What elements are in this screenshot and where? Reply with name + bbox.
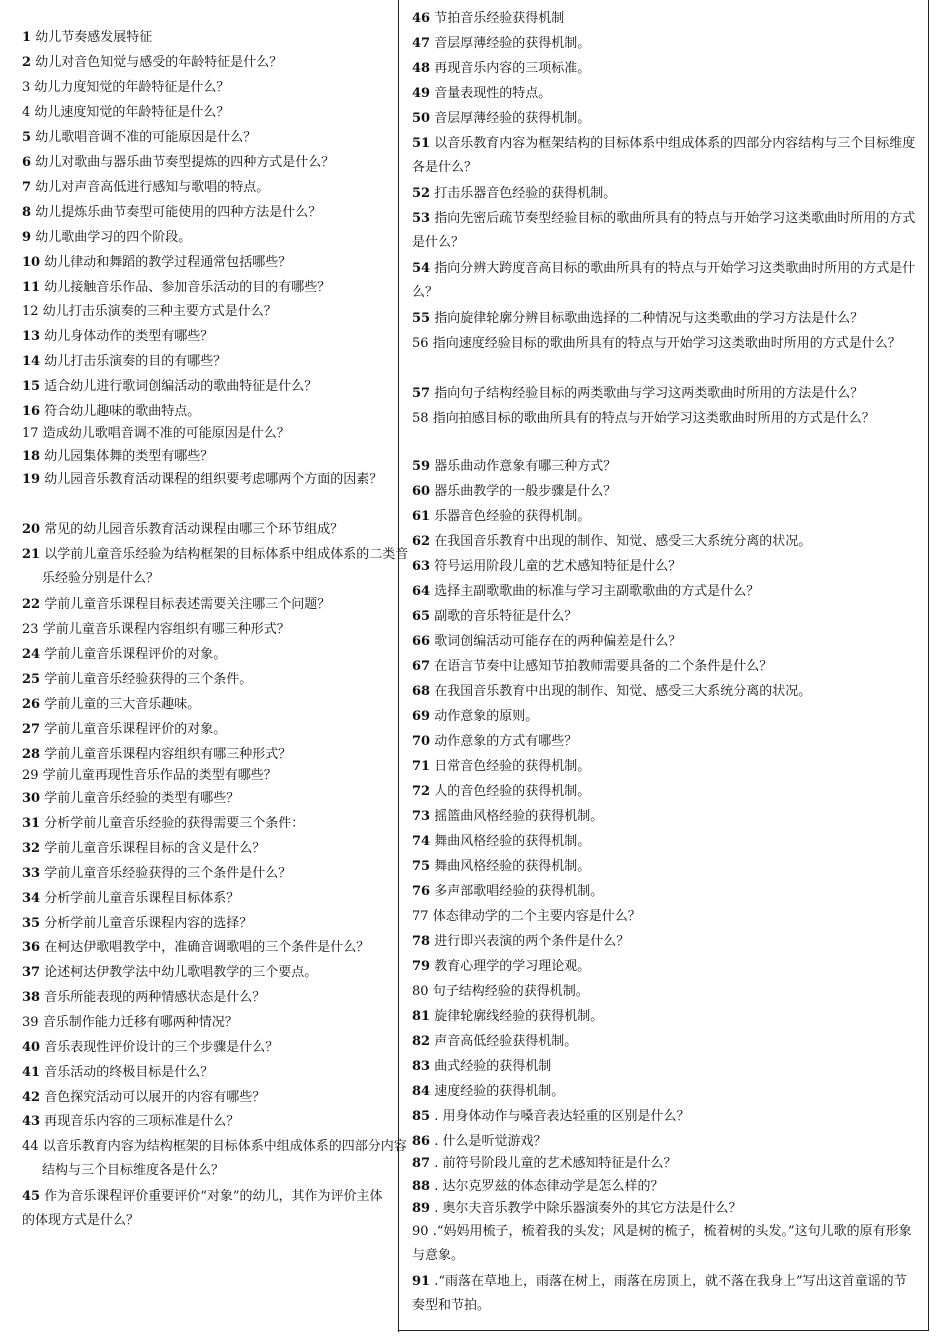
question-text: 音层厚薄经验的获得机制。 (434, 111, 591, 126)
question-number: 29 (22, 768, 39, 783)
question-number: 79 (412, 959, 431, 974)
question-item (412, 382, 916, 406)
question-item (22, 812, 394, 836)
question-number: 9 (22, 230, 32, 245)
question-text: 再现音乐内容的三项标准是什么？ (44, 1114, 240, 1129)
question-text: 音乐活动的终极目标是什么？ (44, 1065, 214, 1080)
question-item (22, 1036, 394, 1060)
question-text: 指向旋律轮廓分辨目标歌曲选择的二种情况与这类歌曲的学习方法是什么？ (434, 311, 864, 326)
question-item (22, 251, 394, 275)
question-number: 28 (22, 747, 41, 762)
question-number: 8 (22, 205, 32, 220)
question-item (22, 350, 394, 374)
question-number: 64 (412, 584, 431, 599)
question-number: 40 (22, 1040, 41, 1055)
question-item (412, 307, 916, 331)
question-number: 14 (22, 354, 41, 369)
question-text: 幼儿园集体舞的类型有哪些？ (44, 449, 214, 464)
question-item (412, 930, 916, 954)
question-item (22, 276, 394, 300)
question-number: 51 (412, 136, 431, 151)
question-number: 76 (412, 884, 431, 899)
question-text: 旋律轮廓线经验的获得机制。 (434, 1009, 604, 1024)
question-item (22, 518, 394, 542)
question-text: 分析学前儿童音乐课程目标体系？ (44, 891, 240, 906)
question-number: 54 (412, 261, 431, 276)
question-text: . 什么是听觉游戏？ (434, 1134, 547, 1149)
question-item (412, 905, 916, 929)
question-item (412, 132, 916, 180)
question-item (22, 375, 394, 399)
question-number: 70 (412, 734, 431, 749)
question-item (22, 201, 394, 225)
question-item (22, 76, 394, 100)
question-text: 句子结构经验的获得机制。 (432, 984, 589, 999)
question-item (412, 332, 916, 356)
question-text: 指向速度经验目标的歌曲所具有的特点与开始学习这类歌曲时所用的方式是什么？ (432, 336, 901, 351)
question-text: 动作意象的方式有哪些？ (434, 734, 578, 749)
question-item (22, 618, 394, 642)
question-text: 论述柯达伊教学法中幼儿歌唱教学的三个要点。 (44, 965, 318, 980)
question-text: .“雨落在草地上，雨落在树上，雨落在房顶上，就不落在我身上”写出这首童谣的节奏型和节拍。 (412, 1274, 907, 1313)
question-number: 90 (412, 1224, 429, 1239)
question-text: 乐器音色经验的获得机制。 (434, 509, 591, 524)
question-item (412, 855, 916, 879)
question-number: 87 (412, 1156, 431, 1171)
question-text: 声音高低经验获得机制。 (434, 1034, 578, 1049)
question-number: 32 (22, 841, 41, 856)
question-item (22, 1011, 394, 1035)
question-item (22, 543, 414, 591)
question-text: 指向分辨大跨度音高目标的歌曲所具有的特点与开始学习这类歌曲时所用的方式是什么？ (412, 261, 916, 300)
question-item (412, 1080, 916, 1104)
question-item (22, 1086, 394, 1110)
question-number: 36 (22, 940, 41, 955)
question-number: 35 (22, 916, 41, 931)
question-text: 指向句子结构经验目标的两类歌曲与学习这两类歌曲时所用的方法是什么？ (434, 386, 864, 401)
question-item (412, 455, 916, 479)
question-text: 速度经验的获得机制。 (434, 1084, 565, 1099)
question-text: 在我国音乐教育中出现的制作、知觉、感受三大系统分离的状况。 (434, 684, 812, 699)
question-text: 学前儿童音乐经验的类型有哪些？ (44, 791, 240, 806)
question-number: 86 (412, 1134, 431, 1149)
question-text: 音乐制作能力迁移有哪两种情况？ (42, 1015, 238, 1030)
question-number: 7 (22, 180, 32, 195)
question-text: 日常音色经验的获得机制。 (434, 759, 591, 774)
question-number: 2 (22, 55, 32, 70)
question-number: 4 (22, 105, 31, 120)
question-text: 幼儿歌唱音调不准的可能原因是什么？ (35, 130, 257, 145)
question-number: 27 (22, 722, 41, 737)
question-text: 体态律动学的二个主要内容是什么？ (432, 909, 641, 924)
question-number: 73 (412, 809, 431, 824)
question-number: 83 (412, 1059, 431, 1074)
question-text: 舞曲风格经验的获得机制。 (434, 859, 591, 874)
question-item (412, 1130, 916, 1154)
question-item (412, 1055, 916, 1079)
question-number: 74 (412, 834, 431, 849)
question-item (22, 764, 394, 788)
question-item (22, 422, 394, 446)
question-item (22, 912, 394, 936)
question-number: 16 (22, 404, 41, 419)
question-text: 幼儿接触音乐作品、参加音乐活动的目的有哪些？ (44, 280, 331, 295)
question-number: 63 (412, 559, 431, 574)
question-number: 19 (22, 472, 41, 487)
question-text: 教育心理学的学习理论观。 (434, 959, 591, 974)
question-text: 幼儿速度知觉的年龄特征是什么？ (34, 105, 230, 120)
question-number: 15 (22, 379, 41, 394)
question-number: 66 (412, 634, 431, 649)
question-number: 55 (412, 311, 431, 326)
question-text: 舞曲风格经验的获得机制。 (434, 834, 591, 849)
question-item (22, 51, 394, 75)
question-number: 13 (22, 329, 41, 344)
question-number: 68 (412, 684, 431, 699)
question-text: 人的音色经验的获得机制。 (434, 784, 591, 799)
question-item (22, 26, 394, 50)
question-number: 21 (22, 547, 41, 562)
question-text: 音量表现性的特点。 (434, 86, 552, 101)
question-item (412, 830, 916, 854)
question-text: 符合幼儿趣味的歌曲特点。 (44, 404, 201, 419)
question-text: 幼儿对音色知觉与感受的年龄特征是什么？ (35, 55, 283, 70)
question-number: 82 (412, 1034, 431, 1049)
question-item (22, 862, 394, 886)
question-number: 45 (22, 1189, 41, 1204)
question-item (412, 1270, 916, 1318)
question-item (22, 445, 394, 469)
question-item (412, 1152, 916, 1176)
question-item (22, 718, 394, 742)
question-text: 指向先密后疏节奏型经验目标的歌曲所具有的特点与开始学习这类歌曲时所用的方式是什么？ (412, 211, 916, 250)
question-number: 58 (412, 411, 429, 426)
question-item (22, 1135, 414, 1183)
question-item (22, 226, 394, 250)
question-item (22, 300, 394, 324)
question-text: 音乐所能表现的两种情感状态是什么？ (44, 990, 266, 1005)
question-text: 指向拍感目标的歌曲所具有的特点与开始学习这类歌曲时所用的方式是什么？ (432, 411, 875, 426)
question-number: 88 (412, 1179, 431, 1194)
question-text: 节拍音乐经验获得机制 (434, 11, 565, 26)
question-item (412, 705, 916, 729)
question-item (412, 82, 916, 106)
question-item (412, 755, 916, 779)
question-text: 以学前儿童音乐经验为结构框架的目标体系中组成体系的二类音乐经验分别是什么？ (42, 547, 409, 586)
question-item (412, 680, 916, 704)
question-number: 25 (22, 672, 41, 687)
question-text: 曲式经验的获得机制 (434, 1059, 552, 1074)
question-item (22, 693, 394, 717)
question-text: 进行即兴表演的两个条件是什么？ (434, 934, 630, 949)
question-text: .“妈妈用梳子，梳着我的头发；风是树的梳子，梳着树的头发。”这句儿歌的原有形象与意象。 (412, 1224, 912, 1263)
question-number: 81 (412, 1009, 431, 1024)
question-number: 80 (412, 984, 429, 999)
question-number: 71 (412, 759, 431, 774)
question-number: 12 (22, 304, 39, 319)
question-number: 20 (22, 522, 41, 537)
question-text: . 前符号阶段儿童的艺术感知特征是什么？ (434, 1156, 677, 1171)
question-item (412, 1005, 916, 1029)
question-text: 学前儿童音乐课程评价的对象。 (44, 722, 227, 737)
question-text: 在柯达伊歌唱教学中，准确音调歌唱的三个条件是什么？ (44, 940, 370, 955)
question-item (22, 787, 394, 811)
question-number: 60 (412, 484, 431, 499)
question-text: 作为音乐课程评价重要评价“对象”的幼儿，其作为评价主体的体现方式是什么？ (22, 1189, 383, 1228)
question-text: 幼儿歌曲学习的四个阶段。 (35, 230, 192, 245)
question-item (412, 32, 916, 56)
question-number: 17 (22, 426, 39, 441)
question-number: 48 (412, 61, 431, 76)
question-item (22, 1110, 394, 1134)
question-item (412, 630, 916, 654)
question-number: 11 (22, 280, 41, 295)
question-text: 学前儿童音乐经验获得的三个条件。 (44, 672, 253, 687)
question-number: 67 (412, 659, 431, 674)
question-text: 分析学前儿童音乐课程内容的选择？ (44, 916, 253, 931)
question-number: 47 (412, 36, 431, 51)
question-item (22, 887, 394, 911)
question-number: 52 (412, 186, 431, 201)
question-text: 学前儿童音乐经验获得的三个条件是什么？ (44, 866, 292, 881)
question-item (22, 668, 394, 692)
question-item (22, 400, 394, 424)
question-number: 42 (22, 1090, 41, 1105)
question-text: 学前儿童音乐课程内容组织有哪三种形式？ (42, 622, 290, 637)
question-number: 49 (412, 86, 431, 101)
question-text: 幼儿园音乐教育活动课程的组织要考虑哪两个方面的因素？ (44, 472, 383, 487)
question-item (412, 1105, 916, 1129)
question-text: 分析学前儿童音乐经验的获得需要三个条件： (44, 816, 305, 831)
question-number: 26 (22, 697, 41, 712)
question-text: 摇篮曲风格经验的获得机制。 (434, 809, 604, 824)
question-text: 幼儿律动和舞蹈的教学过程通常包括哪些？ (44, 255, 292, 270)
question-item (412, 955, 916, 979)
question-item (412, 805, 916, 829)
question-text: 学前儿童音乐课程评价的对象。 (44, 647, 227, 662)
question-text: 副歌的音乐特征是什么？ (434, 609, 578, 624)
question-text: 音乐表现性评价设计的三个步骤是什么？ (44, 1040, 279, 1055)
question-item (412, 207, 916, 255)
question-number: 1 (22, 30, 32, 45)
question-text: 学前儿童音乐课程目标的含义是什么？ (44, 841, 266, 856)
question-number: 44 (22, 1139, 39, 1154)
question-number: 78 (412, 934, 431, 949)
question-text: 器乐曲动作意象有哪三种方式？ (434, 459, 617, 474)
question-item (22, 1061, 394, 1085)
question-item (22, 325, 394, 349)
question-item (22, 961, 394, 985)
question-number: 91 (412, 1274, 431, 1289)
question-text: 再现音乐内容的三项标准。 (434, 61, 591, 76)
question-text: 学前儿童音乐课程目标表述需要关注哪三个问题？ (44, 597, 331, 612)
question-text: 动作意象的原则。 (434, 709, 539, 724)
question-text: 以音乐教育内容为结构框架的目标体系中组成体系的四部分内容结构与三个目标维度各是什么？ (42, 1139, 407, 1178)
question-text: 幼儿对声音高低进行感知与歌唱的特点。 (35, 180, 270, 195)
question-item (22, 126, 394, 150)
question-item (412, 1175, 916, 1199)
question-item (412, 730, 916, 754)
question-number: 56 (412, 336, 429, 351)
question-number: 24 (22, 647, 41, 662)
question-item (22, 151, 394, 175)
question-number: 69 (412, 709, 431, 724)
question-number: 61 (412, 509, 431, 524)
question-number: 75 (412, 859, 431, 874)
question-text: 幼儿力度知觉的年龄特征是什么？ (34, 80, 230, 95)
question-text: 音色探究活动可以展开的内容有哪些？ (44, 1090, 266, 1105)
question-number: 5 (22, 130, 32, 145)
question-number: 89 (412, 1201, 431, 1216)
question-number: 34 (22, 891, 41, 906)
question-text: 在语言节奏中让感知节拍教师需要具备的二个条件是什么？ (434, 659, 773, 674)
question-number: 10 (22, 255, 41, 270)
question-item (412, 880, 916, 904)
question-item (412, 580, 916, 604)
question-text: 幼儿对歌曲与器乐曲节奏型提炼的四种方式是什么？ (35, 155, 335, 170)
question-number: 77 (412, 909, 429, 924)
question-number: 18 (22, 449, 41, 464)
question-text: 多声部歌唱经验的获得机制。 (434, 884, 604, 899)
question-number: 84 (412, 1084, 431, 1099)
question-text: 幼儿打击乐演奏的目的有哪些？ (44, 354, 227, 369)
question-text: 学前儿童再现性音乐作品的类型有哪些？ (42, 768, 277, 783)
question-text: 适合幼儿进行歌词创编活动的歌曲特征是什么？ (44, 379, 318, 394)
question-item (22, 643, 394, 667)
question-number: 46 (412, 11, 431, 26)
question-text: . 达尔克罗兹的体态律动学是怎么样的？ (434, 1179, 664, 1194)
question-number: 38 (22, 990, 41, 1005)
question-item (412, 407, 916, 431)
question-item (412, 1197, 916, 1221)
question-item (412, 780, 916, 804)
question-text: 器乐曲教学的一般步骤是什么？ (434, 484, 617, 499)
question-number: 85 (412, 1109, 431, 1124)
question-number: 31 (22, 816, 41, 831)
question-number: 41 (22, 1065, 41, 1080)
question-text: 幼儿节奏感发展特征 (35, 30, 153, 45)
question-item (22, 468, 414, 492)
question-number: 37 (22, 965, 41, 980)
question-text: 打击乐器音色经验的获得机制。 (434, 186, 617, 201)
question-item (412, 505, 916, 529)
question-item (412, 107, 916, 131)
question-number: 39 (22, 1015, 39, 1030)
question-number: 3 (22, 80, 31, 95)
question-item (412, 555, 916, 579)
question-item (22, 1185, 394, 1233)
question-number: 43 (22, 1114, 41, 1129)
question-item (412, 655, 916, 679)
question-text: 选择主副歌歌曲的标准与学习主副歌歌曲的方式是什么？ (434, 584, 760, 599)
question-text: 符号运用阶段儿童的艺术感知特征是什么？ (434, 559, 682, 574)
question-text: . 用身体动作与嗓音表达轻重的区别是什么？ (434, 1109, 690, 1124)
question-number: 72 (412, 784, 431, 799)
question-item (412, 57, 916, 81)
question-item (22, 837, 394, 861)
question-number: 30 (22, 791, 41, 806)
question-text: 幼儿打击乐演奏的三种主要方式是什么？ (42, 304, 277, 319)
question-number: 57 (412, 386, 431, 401)
question-text: 以音乐教育内容为框架结构的目标体系中组成体系的四部分内容结构与三个目标维度各是什么？ (412, 136, 916, 175)
question-number: 59 (412, 459, 431, 474)
question-item (22, 936, 394, 960)
question-number: 22 (22, 597, 41, 612)
question-text: 幼儿身体动作的类型有哪些？ (44, 329, 214, 344)
question-item (22, 593, 394, 617)
question-item (22, 176, 394, 200)
question-number: 53 (412, 211, 431, 226)
question-text: 学前儿童音乐课程内容组织有哪三种形式？ (44, 747, 292, 762)
question-item (412, 530, 916, 554)
question-text: 常见的幼儿园音乐教育活动课程由哪三个环节组成？ (44, 522, 344, 537)
question-text: 造成幼儿歌唱音调不准的可能原因是什么？ (42, 426, 290, 441)
question-number: 50 (412, 111, 431, 126)
question-text: 音层厚薄经验的获得机制。 (434, 36, 591, 51)
question-text: 歌词创编活动可能存在的两种偏差是什么？ (434, 634, 682, 649)
question-text: 幼儿提炼乐曲节奏型可能使用的四种方法是什么？ (35, 205, 322, 220)
question-text: 在我国音乐教育中出现的制作、知觉、感受三大系统分离的状况。 (434, 534, 812, 549)
question-item (22, 101, 394, 125)
question-item (412, 605, 916, 629)
question-item (412, 980, 916, 1004)
question-text: 学前儿童的三大音乐趣味。 (44, 697, 201, 712)
question-item (412, 7, 916, 31)
question-number: 65 (412, 609, 431, 624)
question-number: 62 (412, 534, 431, 549)
question-number: 6 (22, 155, 32, 170)
question-item (412, 1220, 916, 1268)
question-number: 33 (22, 866, 41, 881)
question-item (412, 182, 916, 206)
question-item (412, 480, 916, 504)
question-item (22, 986, 394, 1010)
question-text: . 奥尔夫音乐教学中除乐器演奏外的其它方法是什么？ (434, 1201, 742, 1216)
question-item (412, 257, 916, 305)
question-item (412, 1030, 916, 1054)
question-number: 23 (22, 622, 39, 637)
